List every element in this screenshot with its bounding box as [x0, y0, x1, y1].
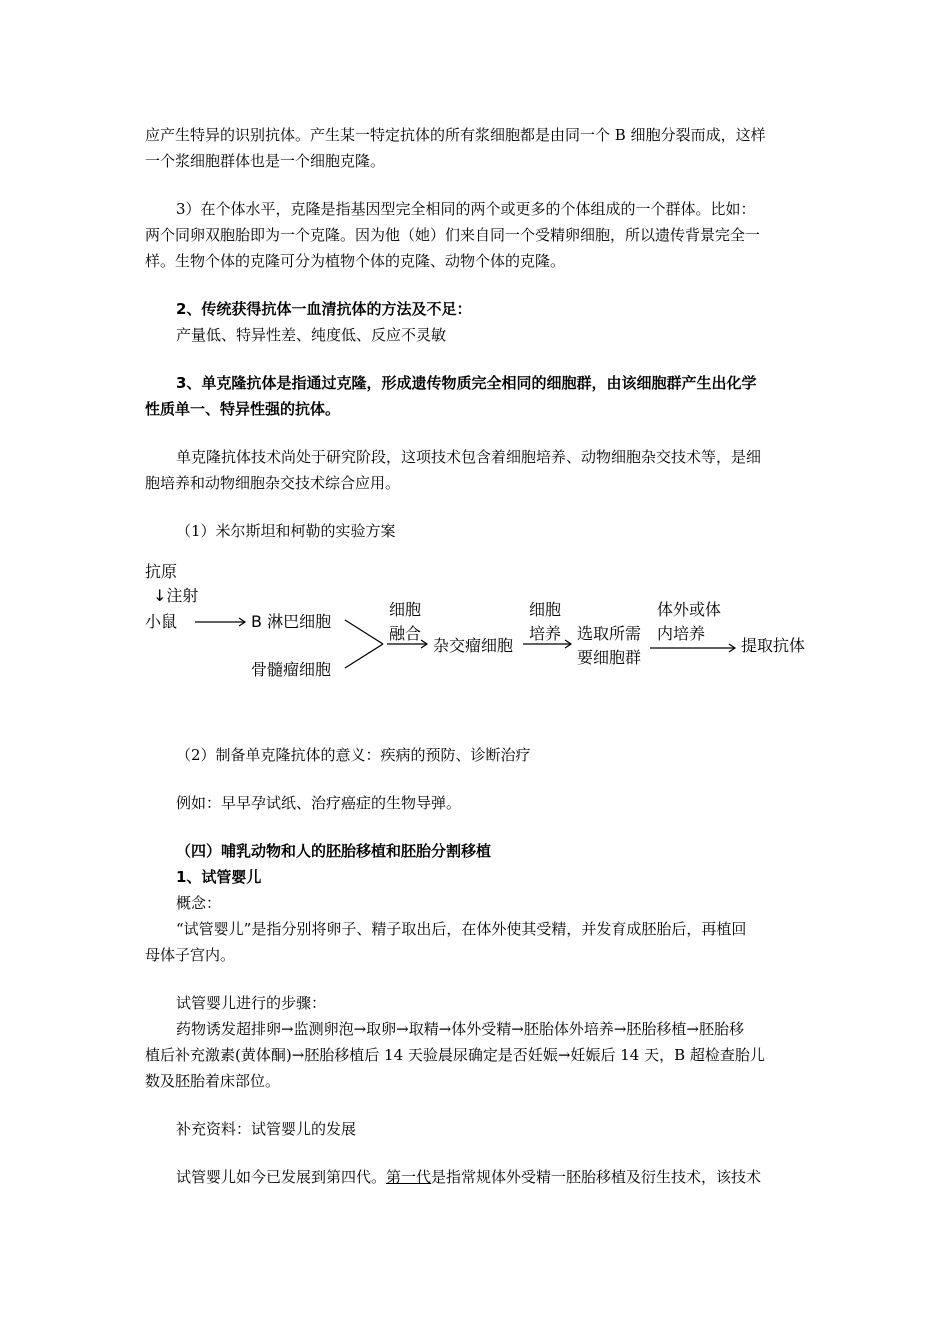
development-line: [145, 1164, 805, 1190]
concept-label: 概念：: [176, 894, 222, 912]
para2-line1: 3）在个体水平，克隆是指基因型完全相同的两个或更多的个体组成的一个群体。比如：: [176, 200, 756, 218]
dev-prefix: 试管婴儿如今已发展到第四代。: [176, 1168, 387, 1186]
section3-intro-line1: 单克隆抗体技术尚处于研究阶段，这项技术包含着细胞培养、动物细胞杂交技术等，是细: [176, 448, 762, 466]
section4-heading: （四）哺乳动物和人的胚胎移植和胚胎分割移植: [176, 842, 492, 860]
steps-line1: 药物诱发超排卵→监测卵泡→取卵→取精→体外受精→胚胎体外培养→胚胎移植→胚胎移: [176, 1020, 744, 1038]
section3-heading-line2: 性质单一、特异性强的抗体。: [145, 400, 341, 418]
section2-heading: 2、传统获得抗体一血清抗体的方法及不足：: [176, 300, 472, 318]
steps-line3: 数及胚胎着床部位。: [145, 1072, 281, 1090]
para1-line2: 一个浆细胞群体也是一个细胞克隆。: [145, 152, 386, 170]
section4-sub1: 1、试管婴儿: [176, 868, 262, 886]
fusion-label-1: 细胞: [389, 600, 422, 619]
section3-intro-line2: 胞培养和动物细胞杂交技术综合应用。: [145, 474, 401, 492]
supplement-line: 补充资料：试管婴儿的发展: [176, 1120, 357, 1138]
para1-line1: 应产生特异的识别抗体。产生某一特定抗体的所有浆细胞都是由同一个 B 细胞分裂而成，这样: [145, 126, 766, 144]
select-label-2: 要细胞群: [577, 648, 642, 667]
inject-label: ↓注射: [153, 586, 199, 605]
first-generation-link[interactable]: 第一代: [386, 1168, 432, 1186]
dev-suffix: 是指常规体外受精一胚胎移植及衍生技术，该技术: [431, 1168, 762, 1186]
invivo-label-2: 内培养: [657, 624, 706, 643]
section2-body: 产量低、特异性差、纯度低、反应不灵敏: [176, 326, 447, 344]
concept-line2: 母体子宫内。: [145, 946, 236, 964]
section3-item1: （1）米尔斯坦和柯勒的实验方案: [176, 522, 396, 540]
fusion-label-2: 融合: [389, 624, 422, 643]
meaning-line: （2）制备单克隆抗体的意义：疾病的预防、诊断治疗: [176, 746, 531, 764]
mouse-label: 小鼠: [145, 612, 178, 631]
steps-label: 试管婴儿进行的步骤：: [176, 994, 327, 1012]
select-label-1: 选取所需: [577, 624, 642, 643]
example-line: 例如：早早孕试纸、治疗癌症的生物导弹。: [176, 794, 462, 812]
b-lymphocyte-label: B 淋巴细胞: [251, 612, 332, 631]
culture-label-1: 细胞: [529, 600, 562, 619]
invivo-label-1: 体外或体: [657, 600, 722, 619]
merge-line-bottom: [345, 644, 383, 668]
concept-line1: “试管婴儿”是指分别将卵子、精子取出后，在体外使其受精，并发育成胚胎后，再植回: [176, 920, 747, 938]
culture-label-2: 培养: [529, 624, 562, 643]
para2-line2: 两个同卵双胞胎即为一个克隆。因为他（她）们来自同一个受精卵细胞，所以遗传背景完全一: [145, 226, 761, 244]
section3-heading-line1: 3、单克隆抗体是指通过克隆，形成遗传物质完全相同的细胞群，由该细胞群产生出化学: [176, 374, 757, 392]
merge-line-top: [345, 620, 383, 644]
extract-label: 提取抗体: [741, 636, 806, 655]
antigen-label: 抗原: [145, 562, 178, 581]
steps-line2: 植后补充激素(黄体酮)→胚胎移植后 14 天验晨尿确定是否妊娠→妊娠后 14 天，B 超检查胎儿: [145, 1046, 765, 1064]
para2-line3: 样。生物个体的克隆可分为植物个体的克隆、动物个体的克隆。: [145, 252, 566, 270]
hybridoma-label: 杂交瘤细胞: [433, 636, 514, 655]
myeloma-label: 骨髓瘤细胞: [251, 660, 332, 679]
document-page: [145, 122, 805, 1190]
antibody-flow-diagram: [135, 562, 835, 712]
